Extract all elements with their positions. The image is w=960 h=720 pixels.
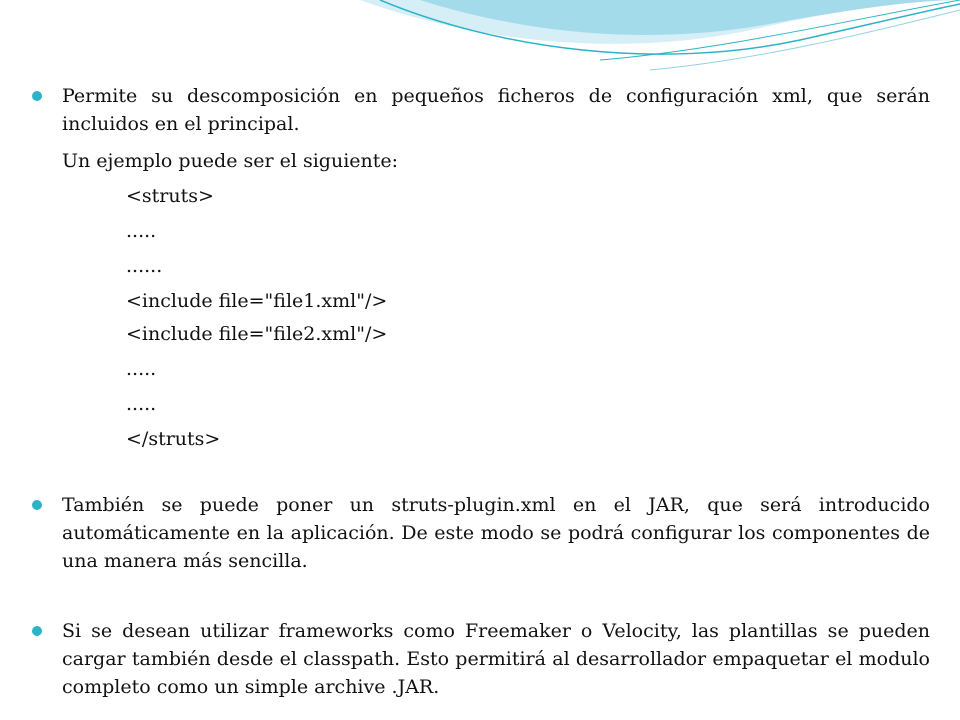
code-line: ...... xyxy=(126,255,163,277)
code-line: ..... xyxy=(126,393,157,415)
bullet-dot-icon xyxy=(32,626,42,636)
code-line: <struts> xyxy=(126,185,214,207)
bullet-item xyxy=(62,82,930,138)
code-line: ..... xyxy=(126,220,157,242)
code-line: <include file="file2.xml"/> xyxy=(126,323,388,345)
bullet-dot-icon xyxy=(32,500,42,510)
bullet-text: Si se desean utilizar frameworks como Freemaker o Velocity, las plantillas se pueden cargar también desde el classpath. Esto permitirá al desarrollador empaquetar el modulo completo como un simple archive .JAR. xyxy=(62,620,930,698)
bullet-text: También se puede poner un struts-plugin.xml en el JAR, que será introducido automáticamente en la aplicación. De este modo se podrá configurar los componentes de una manera más sencilla. xyxy=(62,494,930,572)
example-intro: Un ejemplo puede ser el siguiente: xyxy=(62,150,399,172)
code-line: ..... xyxy=(126,358,157,380)
bullet-item xyxy=(62,491,930,575)
bullet-item xyxy=(62,617,930,701)
code-line: <include file="file1.xml"/> xyxy=(126,290,388,312)
bullet-text: Permite su descomposición en pequeños ficheros de configuración xml, que serán incluidos en el principal. xyxy=(62,85,930,135)
code-line: </struts> xyxy=(126,428,221,450)
bullet-dot-icon xyxy=(32,91,42,101)
